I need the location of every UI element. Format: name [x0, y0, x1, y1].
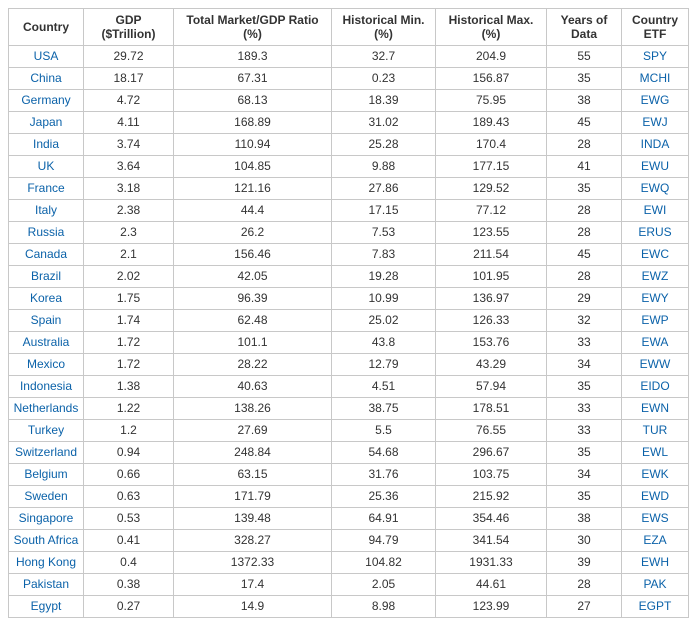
historical-min-cell: 104.82 — [332, 552, 436, 574]
historical-min-cell: 10.99 — [332, 288, 436, 310]
market-gdp-ratio-cell: 62.48 — [174, 310, 332, 332]
country-cell — [9, 266, 84, 288]
table-row — [9, 244, 689, 266]
gdp-cell: 0.66 — [84, 464, 174, 486]
table-row — [9, 112, 689, 134]
table-row — [9, 178, 689, 200]
table-row — [9, 376, 689, 398]
etf-link[interactable]: EWA — [641, 335, 669, 349]
country-link[interactable]: Singapore — [18, 511, 74, 525]
historical-min-cell: 4.51 — [332, 376, 436, 398]
market-gdp-ratio-cell: 1372.33 — [174, 552, 332, 574]
country-etf-cell — [622, 112, 689, 134]
gdp-cell: 4.11 — [84, 112, 174, 134]
years-of-data-cell: 45 — [547, 112, 622, 134]
table-row — [9, 332, 689, 354]
country-cell — [9, 420, 84, 442]
country-link[interactable]: Pakistan — [22, 577, 70, 591]
country-cell — [9, 442, 84, 464]
market-gdp-ratio-cell: 171.79 — [174, 486, 332, 508]
historical-max-cell: 215.92 — [436, 486, 547, 508]
historical-min-cell: 38.75 — [332, 398, 436, 420]
country-cell — [9, 332, 84, 354]
etf-link[interactable]: MCHI — [639, 71, 671, 85]
etf-link[interactable]: EWS — [641, 511, 669, 525]
table-row — [9, 90, 689, 112]
country-cell — [9, 354, 84, 376]
header-years-of-data: Years of Data — [547, 9, 622, 46]
country-link[interactable]: Hong Kong — [15, 555, 77, 569]
country-link[interactable]: Egypt — [30, 599, 62, 613]
table-row — [9, 310, 689, 332]
market-cap-gdp-table-container — [8, 8, 689, 618]
gdp-cell: 1.2 — [84, 420, 174, 442]
country-etf-cell — [622, 288, 689, 310]
historical-min-cell: 32.7 — [332, 46, 436, 68]
historical-min-cell: 7.83 — [332, 244, 436, 266]
historical-max-cell: 204.9 — [436, 46, 547, 68]
years-of-data-cell: 32 — [547, 310, 622, 332]
header-country-etf: Country ETF — [622, 9, 689, 46]
etf-link[interactable]: EWN — [641, 401, 669, 415]
table-row — [9, 552, 689, 574]
historical-max-cell: 103.75 — [436, 464, 547, 486]
etf-link[interactable]: TUR — [642, 423, 668, 437]
market-gdp-ratio-cell: 168.89 — [174, 112, 332, 134]
market-gdp-ratio-cell: 156.46 — [174, 244, 332, 266]
historical-max-cell: 126.33 — [436, 310, 547, 332]
country-link[interactable]: Netherlands — [13, 401, 79, 415]
country-cell — [9, 200, 84, 222]
years-of-data-cell: 45 — [547, 244, 622, 266]
country-cell — [9, 178, 84, 200]
country-etf-cell — [622, 90, 689, 112]
market-gdp-ratio-cell: 68.13 — [174, 90, 332, 112]
historical-min-cell: 2.05 — [332, 574, 436, 596]
historical-min-cell: 8.98 — [332, 596, 436, 618]
market-gdp-ratio-cell: 101.1 — [174, 332, 332, 354]
table-row — [9, 574, 689, 596]
historical-max-cell: 296.67 — [436, 442, 547, 464]
historical-min-cell: 31.76 — [332, 464, 436, 486]
historical-max-cell: 57.94 — [436, 376, 547, 398]
country-link[interactable]: Italy — [34, 203, 57, 217]
table-row — [9, 420, 689, 442]
historical-max-cell: 178.51 — [436, 398, 547, 420]
header-country: Country — [9, 9, 84, 46]
country-cell — [9, 222, 84, 244]
country-cell — [9, 574, 84, 596]
historical-min-cell: 0.23 — [332, 68, 436, 90]
historical-max-cell: 1931.33 — [436, 552, 547, 574]
table-row — [9, 464, 689, 486]
market-gdp-ratio-cell: 96.39 — [174, 288, 332, 310]
historical-min-cell: 54.68 — [332, 442, 436, 464]
etf-link[interactable]: SPY — [642, 49, 667, 63]
gdp-cell: 3.74 — [84, 134, 174, 156]
historical-min-cell: 94.79 — [332, 530, 436, 552]
market-gdp-ratio-cell: 42.05 — [174, 266, 332, 288]
country-link[interactable]: Australia — [22, 335, 70, 349]
country-etf-cell — [622, 552, 689, 574]
market-gdp-ratio-cell: 27.69 — [174, 420, 332, 442]
historical-min-cell: 19.28 — [332, 266, 436, 288]
years-of-data-cell: 55 — [547, 46, 622, 68]
historical-min-cell: 18.39 — [332, 90, 436, 112]
header-gdp: GDP ($Trillion) — [84, 9, 174, 46]
gdp-cell: 0.4 — [84, 552, 174, 574]
years-of-data-cell: 27 — [547, 596, 622, 618]
market-cap-gdp-table — [8, 8, 689, 618]
years-of-data-cell: 41 — [547, 156, 622, 178]
country-cell — [9, 398, 84, 420]
historical-min-cell: 25.28 — [332, 134, 436, 156]
country-cell — [9, 134, 84, 156]
historical-max-cell: 341.54 — [436, 530, 547, 552]
years-of-data-cell: 29 — [547, 288, 622, 310]
market-gdp-ratio-cell: 26.2 — [174, 222, 332, 244]
market-gdp-ratio-cell: 138.26 — [174, 398, 332, 420]
country-etf-cell — [622, 398, 689, 420]
etf-link[interactable]: EWZ — [641, 269, 669, 283]
table-row — [9, 596, 689, 618]
country-etf-cell — [622, 244, 689, 266]
gdp-cell: 0.38 — [84, 574, 174, 596]
table-row — [9, 156, 689, 178]
table-row — [9, 266, 689, 288]
historical-max-cell: 177.15 — [436, 156, 547, 178]
country-etf-cell — [622, 442, 689, 464]
header-historical-min: Historical Min. (%) — [332, 9, 436, 46]
country-etf-cell — [622, 310, 689, 332]
etf-link[interactable]: EWK — [641, 467, 669, 481]
table-body — [9, 46, 689, 618]
country-link[interactable]: UK — [37, 159, 55, 173]
market-gdp-ratio-cell: 67.31 — [174, 68, 332, 90]
country-etf-cell — [622, 530, 689, 552]
etf-link[interactable]: EWW — [639, 357, 671, 371]
table-row — [9, 442, 689, 464]
historical-min-cell: 64.91 — [332, 508, 436, 530]
country-etf-cell — [622, 134, 689, 156]
etf-link[interactable]: EWP — [641, 313, 669, 327]
table-row — [9, 288, 689, 310]
etf-link[interactable]: EWY — [641, 291, 669, 305]
years-of-data-cell: 28 — [547, 574, 622, 596]
country-etf-cell — [622, 486, 689, 508]
historical-max-cell: 354.46 — [436, 508, 547, 530]
country-link[interactable]: Germany — [21, 93, 71, 107]
table-row — [9, 200, 689, 222]
market-gdp-ratio-cell: 248.84 — [174, 442, 332, 464]
gdp-cell: 2.1 — [84, 244, 174, 266]
historical-min-cell: 12.79 — [332, 354, 436, 376]
etf-link[interactable]: EWC — [641, 247, 669, 261]
table-row — [9, 68, 689, 90]
etf-link[interactable]: EWH — [641, 555, 669, 569]
country-link[interactable]: China — [30, 71, 62, 85]
country-link[interactable]: Turkey — [27, 423, 65, 437]
historical-min-cell: 7.53 — [332, 222, 436, 244]
years-of-data-cell: 39 — [547, 552, 622, 574]
years-of-data-cell: 34 — [547, 354, 622, 376]
historical-max-cell: 43.29 — [436, 354, 547, 376]
country-etf-cell — [622, 156, 689, 178]
etf-link[interactable]: EWU — [641, 159, 669, 173]
etf-link[interactable]: PAK — [643, 577, 667, 591]
country-cell — [9, 464, 84, 486]
etf-link[interactable]: EZA — [643, 533, 667, 547]
table-row — [9, 46, 689, 68]
country-link[interactable]: Russia — [27, 225, 65, 239]
table-row — [9, 134, 689, 156]
table-row — [9, 508, 689, 530]
gdp-cell: 3.64 — [84, 156, 174, 178]
country-cell — [9, 486, 84, 508]
historical-min-cell: 27.86 — [332, 178, 436, 200]
market-gdp-ratio-cell: 17.4 — [174, 574, 332, 596]
country-etf-cell — [622, 596, 689, 618]
country-etf-cell — [622, 68, 689, 90]
country-etf-cell — [622, 508, 689, 530]
table-row — [9, 530, 689, 552]
gdp-cell: 2.38 — [84, 200, 174, 222]
country-etf-cell — [622, 574, 689, 596]
country-cell — [9, 112, 84, 134]
historical-min-cell: 17.15 — [332, 200, 436, 222]
historical-max-cell: 123.99 — [436, 596, 547, 618]
table-row — [9, 222, 689, 244]
gdp-cell: 0.53 — [84, 508, 174, 530]
etf-link[interactable]: EWG — [640, 93, 670, 107]
years-of-data-cell: 33 — [547, 398, 622, 420]
years-of-data-cell: 34 — [547, 464, 622, 486]
historical-min-cell: 9.88 — [332, 156, 436, 178]
gdp-cell: 1.38 — [84, 376, 174, 398]
etf-link[interactable]: EWJ — [642, 115, 668, 129]
gdp-cell: 18.17 — [84, 68, 174, 90]
historical-max-cell: 101.95 — [436, 266, 547, 288]
gdp-cell: 1.72 — [84, 354, 174, 376]
gdp-cell: 1.74 — [84, 310, 174, 332]
market-gdp-ratio-cell: 14.9 — [174, 596, 332, 618]
country-etf-cell — [622, 354, 689, 376]
historical-max-cell: 75.95 — [436, 90, 547, 112]
country-etf-cell — [622, 332, 689, 354]
market-gdp-ratio-cell: 44.4 — [174, 200, 332, 222]
historical-min-cell: 5.5 — [332, 420, 436, 442]
market-gdp-ratio-cell: 121.16 — [174, 178, 332, 200]
years-of-data-cell: 38 — [547, 508, 622, 530]
gdp-cell: 1.72 — [84, 332, 174, 354]
market-gdp-ratio-cell: 28.22 — [174, 354, 332, 376]
historical-max-cell: 153.76 — [436, 332, 547, 354]
etf-link[interactable]: EGPT — [638, 599, 672, 613]
years-of-data-cell: 28 — [547, 134, 622, 156]
table-row — [9, 398, 689, 420]
historical-max-cell: 77.12 — [436, 200, 547, 222]
table-row — [9, 354, 689, 376]
years-of-data-cell: 35 — [547, 178, 622, 200]
historical-max-cell: 44.61 — [436, 574, 547, 596]
country-etf-cell — [622, 46, 689, 68]
etf-link[interactable]: EWD — [641, 489, 669, 503]
country-cell — [9, 310, 84, 332]
country-cell — [9, 530, 84, 552]
market-gdp-ratio-cell: 328.27 — [174, 530, 332, 552]
historical-max-cell: 123.55 — [436, 222, 547, 244]
country-link[interactable]: Indonesia — [19, 379, 73, 393]
historical-max-cell: 136.97 — [436, 288, 547, 310]
years-of-data-cell: 35 — [547, 376, 622, 398]
header-market-gdp-ratio: Total Market/GDP Ratio (%) — [174, 9, 332, 46]
country-etf-cell — [622, 266, 689, 288]
country-link[interactable]: Sweden — [24, 489, 68, 503]
country-link[interactable]: Korea — [29, 291, 63, 305]
gdp-cell: 0.94 — [84, 442, 174, 464]
gdp-cell: 1.75 — [84, 288, 174, 310]
etf-link[interactable]: EWQ — [640, 181, 670, 195]
country-cell — [9, 90, 84, 112]
country-cell — [9, 552, 84, 574]
market-gdp-ratio-cell: 104.85 — [174, 156, 332, 178]
years-of-data-cell: 28 — [547, 200, 622, 222]
country-cell — [9, 156, 84, 178]
historical-max-cell: 129.52 — [436, 178, 547, 200]
historical-min-cell: 43.8 — [332, 332, 436, 354]
historical-min-cell: 31.02 — [332, 112, 436, 134]
historical-max-cell: 211.54 — [436, 244, 547, 266]
etf-link[interactable]: EIDO — [640, 379, 670, 393]
years-of-data-cell: 33 — [547, 420, 622, 442]
country-link[interactable]: Mexico — [26, 357, 65, 371]
country-link[interactable]: South Africa — [13, 533, 79, 547]
gdp-cell: 0.27 — [84, 596, 174, 618]
years-of-data-cell: 35 — [547, 486, 622, 508]
etf-link[interactable]: ERUS — [638, 225, 672, 239]
years-of-data-cell: 33 — [547, 332, 622, 354]
etf-link[interactable]: EWI — [643, 203, 667, 217]
header-historical-max: Historical Max. (%) — [436, 9, 547, 46]
market-gdp-ratio-cell: 139.48 — [174, 508, 332, 530]
years-of-data-cell: 35 — [547, 68, 622, 90]
etf-link[interactable]: EWL — [641, 445, 668, 459]
years-of-data-cell: 30 — [547, 530, 622, 552]
historical-max-cell: 189.43 — [436, 112, 547, 134]
years-of-data-cell: 38 — [547, 90, 622, 112]
country-link[interactable]: India — [32, 137, 60, 151]
market-gdp-ratio-cell: 110.94 — [174, 134, 332, 156]
country-link[interactable]: USA — [33, 49, 59, 63]
market-gdp-ratio-cell: 63.15 — [174, 464, 332, 486]
years-of-data-cell: 35 — [547, 442, 622, 464]
country-cell — [9, 596, 84, 618]
country-etf-cell — [622, 178, 689, 200]
country-cell — [9, 244, 84, 266]
country-cell — [9, 376, 84, 398]
gdp-cell: 0.41 — [84, 530, 174, 552]
table-header-row — [9, 9, 689, 46]
gdp-cell: 0.63 — [84, 486, 174, 508]
country-etf-cell — [622, 200, 689, 222]
historical-max-cell: 76.55 — [436, 420, 547, 442]
gdp-cell: 29.72 — [84, 46, 174, 68]
gdp-cell: 3.18 — [84, 178, 174, 200]
country-etf-cell — [622, 464, 689, 486]
country-link[interactable]: Switzerland — [14, 445, 78, 459]
market-gdp-ratio-cell: 189.3 — [174, 46, 332, 68]
country-cell — [9, 46, 84, 68]
country-cell — [9, 288, 84, 310]
country-etf-cell — [622, 222, 689, 244]
country-link[interactable]: Canada — [24, 247, 68, 261]
historical-min-cell: 25.02 — [332, 310, 436, 332]
table-row — [9, 486, 689, 508]
historical-max-cell: 156.87 — [436, 68, 547, 90]
etf-link[interactable]: INDA — [640, 137, 670, 151]
country-link[interactable]: Japan — [29, 115, 63, 129]
market-gdp-ratio-cell: 40.63 — [174, 376, 332, 398]
country-link[interactable]: Brazil — [30, 269, 61, 283]
gdp-cell: 2.02 — [84, 266, 174, 288]
years-of-data-cell: 28 — [547, 222, 622, 244]
country-cell — [9, 68, 84, 90]
gdp-cell: 2.3 — [84, 222, 174, 244]
country-cell — [9, 508, 84, 530]
gdp-cell: 4.72 — [84, 90, 174, 112]
country-etf-cell — [622, 376, 689, 398]
country-link[interactable]: France — [27, 181, 65, 195]
country-link[interactable]: Spain — [30, 313, 62, 327]
historical-min-cell: 25.36 — [332, 486, 436, 508]
historical-max-cell: 170.4 — [436, 134, 547, 156]
country-link[interactable]: Belgium — [24, 467, 68, 481]
gdp-cell: 1.22 — [84, 398, 174, 420]
years-of-data-cell: 28 — [547, 266, 622, 288]
country-etf-cell — [622, 420, 689, 442]
